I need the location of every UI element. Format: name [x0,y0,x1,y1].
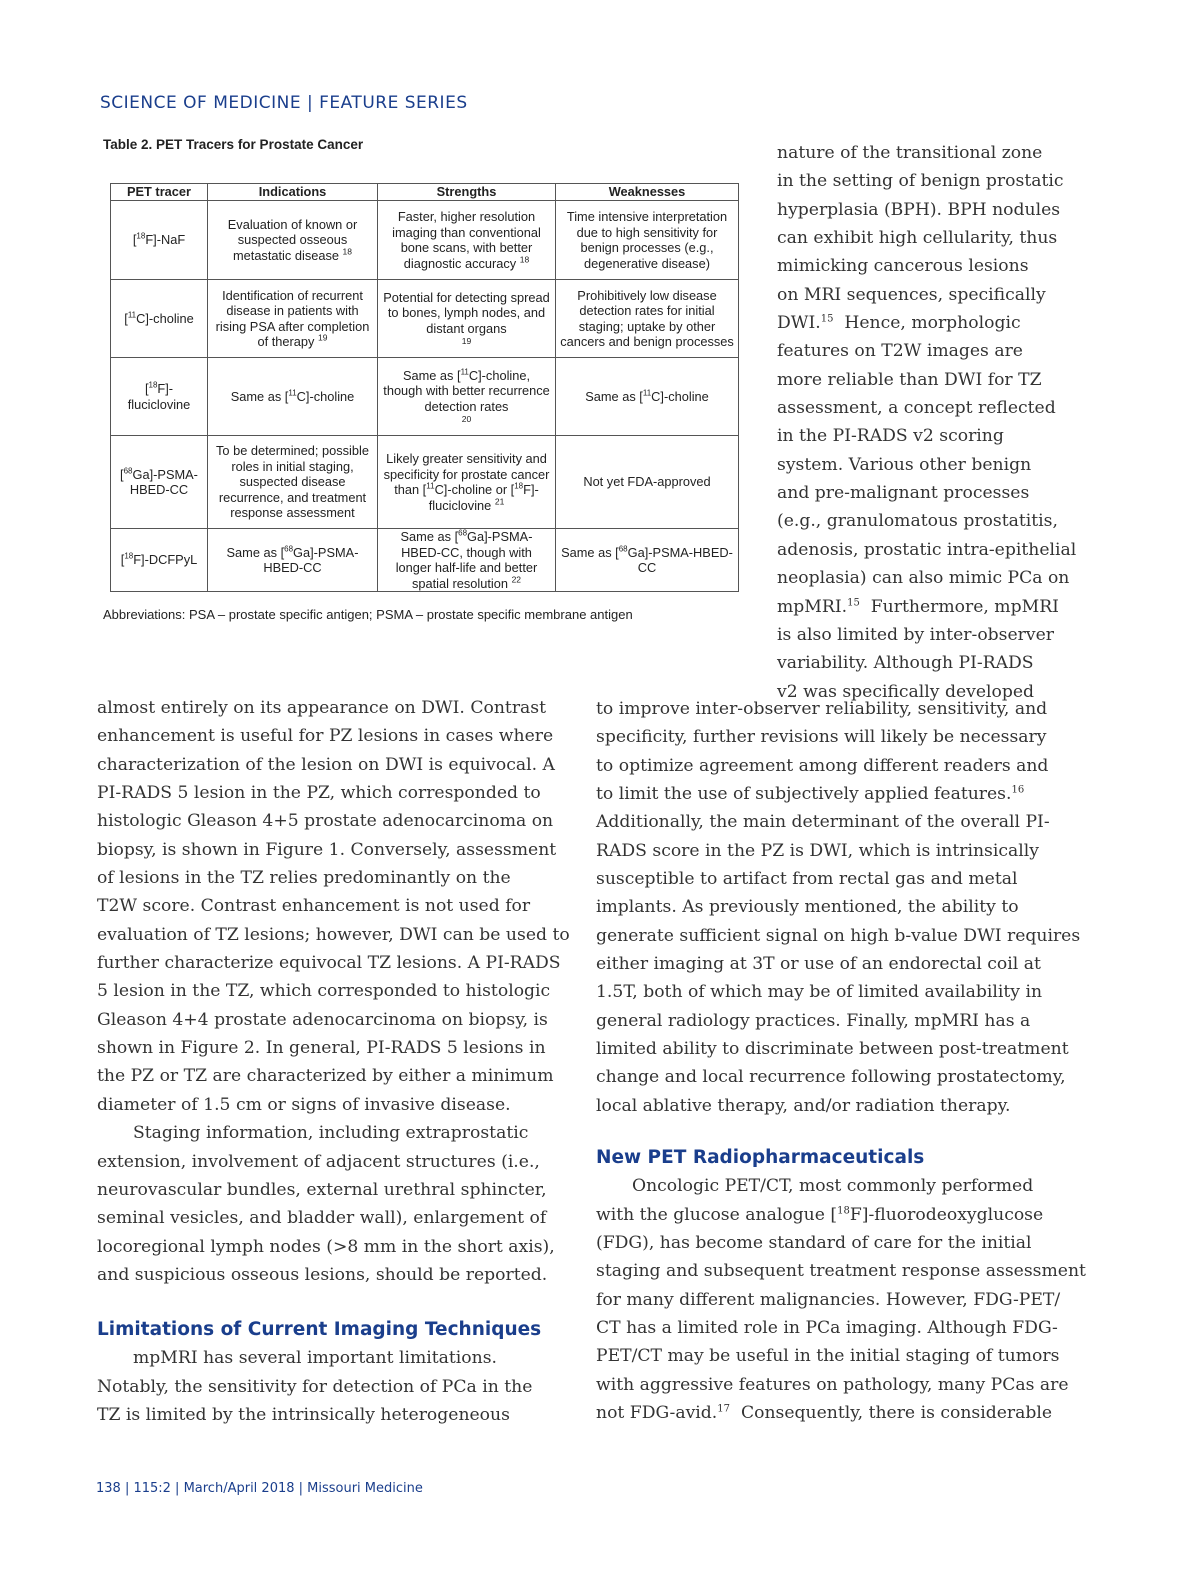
text-line: adenosis, prostatic intra-epithelial [777,539,1077,560]
text-line: Oncologic PET/CT, most commonly performed [632,1176,1034,1197]
series-header: SCIENCE OF MEDICINE | FEATURE SERIES [100,93,468,113]
text-line: biopsy, is shown in Figure 1. Conversely, assessment [97,839,557,860]
text-line: to optimize agreement among different readers and [596,755,1049,776]
cell-strengths: Faster, higher resolution imaging than conventional bone scans, with better diagnostic accuracy $^{18}$ [378,201,556,280]
table-row [111,436,739,529]
cell-tracer: [$^{18}$F]-fluciclovine [111,358,208,436]
cell-weaknesses: Same as [$^{11}$C]-choline [556,358,739,436]
text-line: on MRI sequences, specifically [777,284,1046,305]
paragraph [596,695,1081,1120]
cell-indications: To be determined; possible roles in initial staging, suspected disease recurrence, and treatment response assessment [208,436,378,529]
table-abbreviations: Abbreviations: PSA – prostate specific antigen; PSMA – prostate specific membrane antigen [103,607,633,622]
text-line: the PZ or TZ are characterized by either a minimum [97,1066,554,1087]
cell-weaknesses: Not yet FDA-approved [556,436,739,529]
text-line: for many different malignancies. However, FDG-PET/ [596,1289,1061,1310]
cell-indications: Same as [$^{68}$Ga]-PSMA-HBED-CC [208,529,378,592]
text-line: diameter of 1.5 cm or signs of invasive disease. [97,1094,511,1115]
paragraph [97,1119,577,1289]
text-line: T2W score. Contrast enhancement is not used for [97,896,531,917]
text-line: characterization of the lesion on DWI is equivocal. A [97,754,555,775]
cell-weaknesses: Same as [$^{68}$Ga]-PSMA-HBED-CC [556,529,739,592]
text-line: seminal vesicles, and bladder wall), enlargement of [97,1208,547,1229]
right-top-text [777,139,1077,706]
text-line: further characterize equivocal TZ lesions. A PI-RADS [97,953,561,974]
text-line: enhancement is useful for PZ lesions in cases where [97,726,554,747]
text-line: RADS score in the PZ is DWI, which is intrinsically [596,840,1039,861]
column-header-indications: Indications [208,184,378,201]
left-column [97,694,577,1429]
text-line: either imaging at 3T or use of an endorectal coil at [596,954,1041,975]
text-line: can exhibit high cellularity, thus [777,228,1058,249]
text-line: in the setting of benign prostatic [777,171,1064,192]
cell-strengths: Likely greater sensitivity and specificity for prostate cancer than [$^{11}$C]-choline or [$^{18}$F]-fluciclovine $^{21}$ [378,436,556,529]
text-line: specificity, further revisions will likely be necessary [596,727,1047,748]
text-line: almost entirely on its appearance on DWI. Contrast [97,698,547,718]
paragraph [97,694,577,1119]
text-line: Gleason 4+4 prostate adenocarcinoma on biopsy, is [97,1009,548,1030]
text-line: Additionally, the main determinant of the overall PI- [596,812,1050,833]
text-line: implants. As previously mentioned, the ability to [596,897,1019,918]
right-column [596,695,1086,1427]
text-line: extension, involvement of adjacent structures (i.e., [97,1151,540,1172]
text-line: change and local recurrence following prostatectomy, [596,1067,1066,1088]
text-line: mimicking cancerous lesions [777,256,1029,277]
table-header-row [111,184,739,201]
cell-tracer: [$^{11}$C]-choline [111,280,208,358]
text-line: generate sufficient signal on high b-value DWI requires [596,925,1081,946]
table-row [111,358,739,436]
cell-strengths: Same as [$^{68}$Ga]-PSMA-HBED-CC, though with longer half-life and better spatial resolution $^{22}$ [378,529,556,592]
text-line: neoplasia) can also mimic PCa on [777,568,1070,589]
table-row [111,280,739,358]
pet-tracer-table [110,183,739,592]
cell-strengths: Same as [$^{11}$C]-choline, though with better recurrence detection rates 20 [378,358,556,436]
cell-weaknesses: Time intensive interpretation due to high sensitivity for benign processes (e.g., degenerative disease) [556,201,739,280]
text-line: histologic Gleason 4+5 prostate adenocarcinoma on [97,811,554,832]
text-line: of lesions in the TZ relies predominantly on the [97,868,511,889]
text-line: PI-RADS 5 lesion in the PZ, which corresponded to [97,783,541,804]
text-line: staging and subsequent treatment response assessment [596,1261,1086,1282]
text-line: with aggressive features on pathology, many PCas are [596,1374,1069,1395]
text-line: assessment, a concept reflected [777,398,1056,419]
cell-indications: Same as [$^{11}$C]-choline [208,358,378,436]
cell-tracer: [$^{18}$F]-DCFPyL [111,529,208,592]
text-line: to limit the use of subjectively applied features.$^{16}$ [596,784,1025,805]
table-row [111,201,739,280]
text-line: hyperplasia (BPH). BPH nodules [777,199,1061,220]
text-line: mpMRI has several important limitations. [133,1348,497,1369]
text-line: system. Various other benign [777,454,1032,475]
cell-strengths: Potential for detecting spread to bones, lymph nodes, and distant organs 19 [378,280,556,358]
text-line: TZ is limited by the intrinsically heterogeneous [97,1404,510,1425]
text-line: is also limited by inter-observer [777,624,1054,645]
page-footer: 138 | 115:2 | March/April 2018 | Missouri Medicine [96,1481,423,1496]
table-row [111,529,739,592]
cell-weaknesses: Prohibitively low disease detection rates for initial staging; uptake by other cancers and benign processes [556,280,739,358]
text-line: DWI.$^{15}$ Hence, morphologic [777,313,1021,334]
text-line: Notably, the sensitivity for detection of PCa in the [97,1376,533,1397]
text-line: (e.g., granulomatous prostatitis, [777,511,1058,532]
cell-tracer: [$^{18}$F]-NaF [111,201,208,280]
text-line: nature of the transitional zone [777,143,1043,163]
text-line: susceptible to artifact from rectal gas and metal [596,869,1018,890]
text-line: features on T2W images are [777,341,1023,362]
cell-indications: Identification of recurrent disease in patients with rising PSA after completion of therapy $^{19}$ [208,280,378,358]
text-line: PET/CT may be useful in the initial staging of tumors [596,1346,1060,1367]
text-line: and pre-malignant processes [777,483,1030,504]
text-line: more reliable than DWI for TZ [777,369,1042,390]
section-heading: Limitations of Current Imaging Techniques [97,1319,542,1341]
text-line: variability. Although PI-RADS [777,653,1034,674]
text-line: CT has a limited role in PCa imaging. Although FDG- [596,1317,1058,1338]
paragraph [596,1172,1086,1427]
column-header-weaknesses: Weaknesses [556,184,739,201]
text-line: in the PI-RADS v2 scoring [777,426,1004,447]
text-line: (FDG), has become standard of care for the initial [596,1232,1032,1253]
text-line: mpMRI.$^{15}$ Furthermore, mpMRI [777,596,1059,617]
text-line: Staging information, including extraprostatic [133,1123,529,1144]
text-line: locoregional lymph nodes (>8 mm in the short axis), [97,1236,555,1257]
text-line: evaluation of TZ lesions; however, DWI can be used to [97,924,570,945]
text-line: 1.5T, both of which may be of limited availability in [596,982,1043,1003]
column-header-strengths: Strengths [378,184,556,201]
cell-tracer: [$^{68}$Ga]-PSMA-HBED-CC [111,436,208,529]
text-line: neurovascular bundles, external urethral sphincter, [97,1179,547,1200]
paragraph [97,1344,577,1429]
table-caption: Table 2. PET Tracers for Prostate Cancer [103,137,364,152]
text-line: v2 was specifically developed [777,681,1035,702]
text-line: 5 lesion in the TZ, which corresponded to histologic [97,981,551,1002]
text-line: with the glucose analogue [$^{18}$F]-fluorodeoxyglucose [596,1204,1044,1225]
text-line: general radiology practices. Finally, mpMRI has a [596,1010,1031,1031]
text-line: limited ability to discriminate between post-treatment [596,1039,1069,1060]
cell-indications: Evaluation of known or suspected osseous metastatic disease $^{18}$ [208,201,378,280]
text-line: not FDG-avid.$^{17}$ Consequently, there is considerable [596,1402,1053,1423]
text-line: and suspicious osseous lesions, should be reported. [97,1264,548,1285]
text-line: to improve inter-observer reliability, sensitivity, and [596,699,1048,719]
text-line: shown in Figure 2. In general, PI-RADS 5 lesions in [97,1038,546,1059]
text-line: local ablative therapy, and/or radiation therapy. [596,1095,1011,1116]
column-header-tracer: PET tracer [111,184,208,201]
section-heading: New PET Radiopharmaceuticals [596,1147,925,1169]
